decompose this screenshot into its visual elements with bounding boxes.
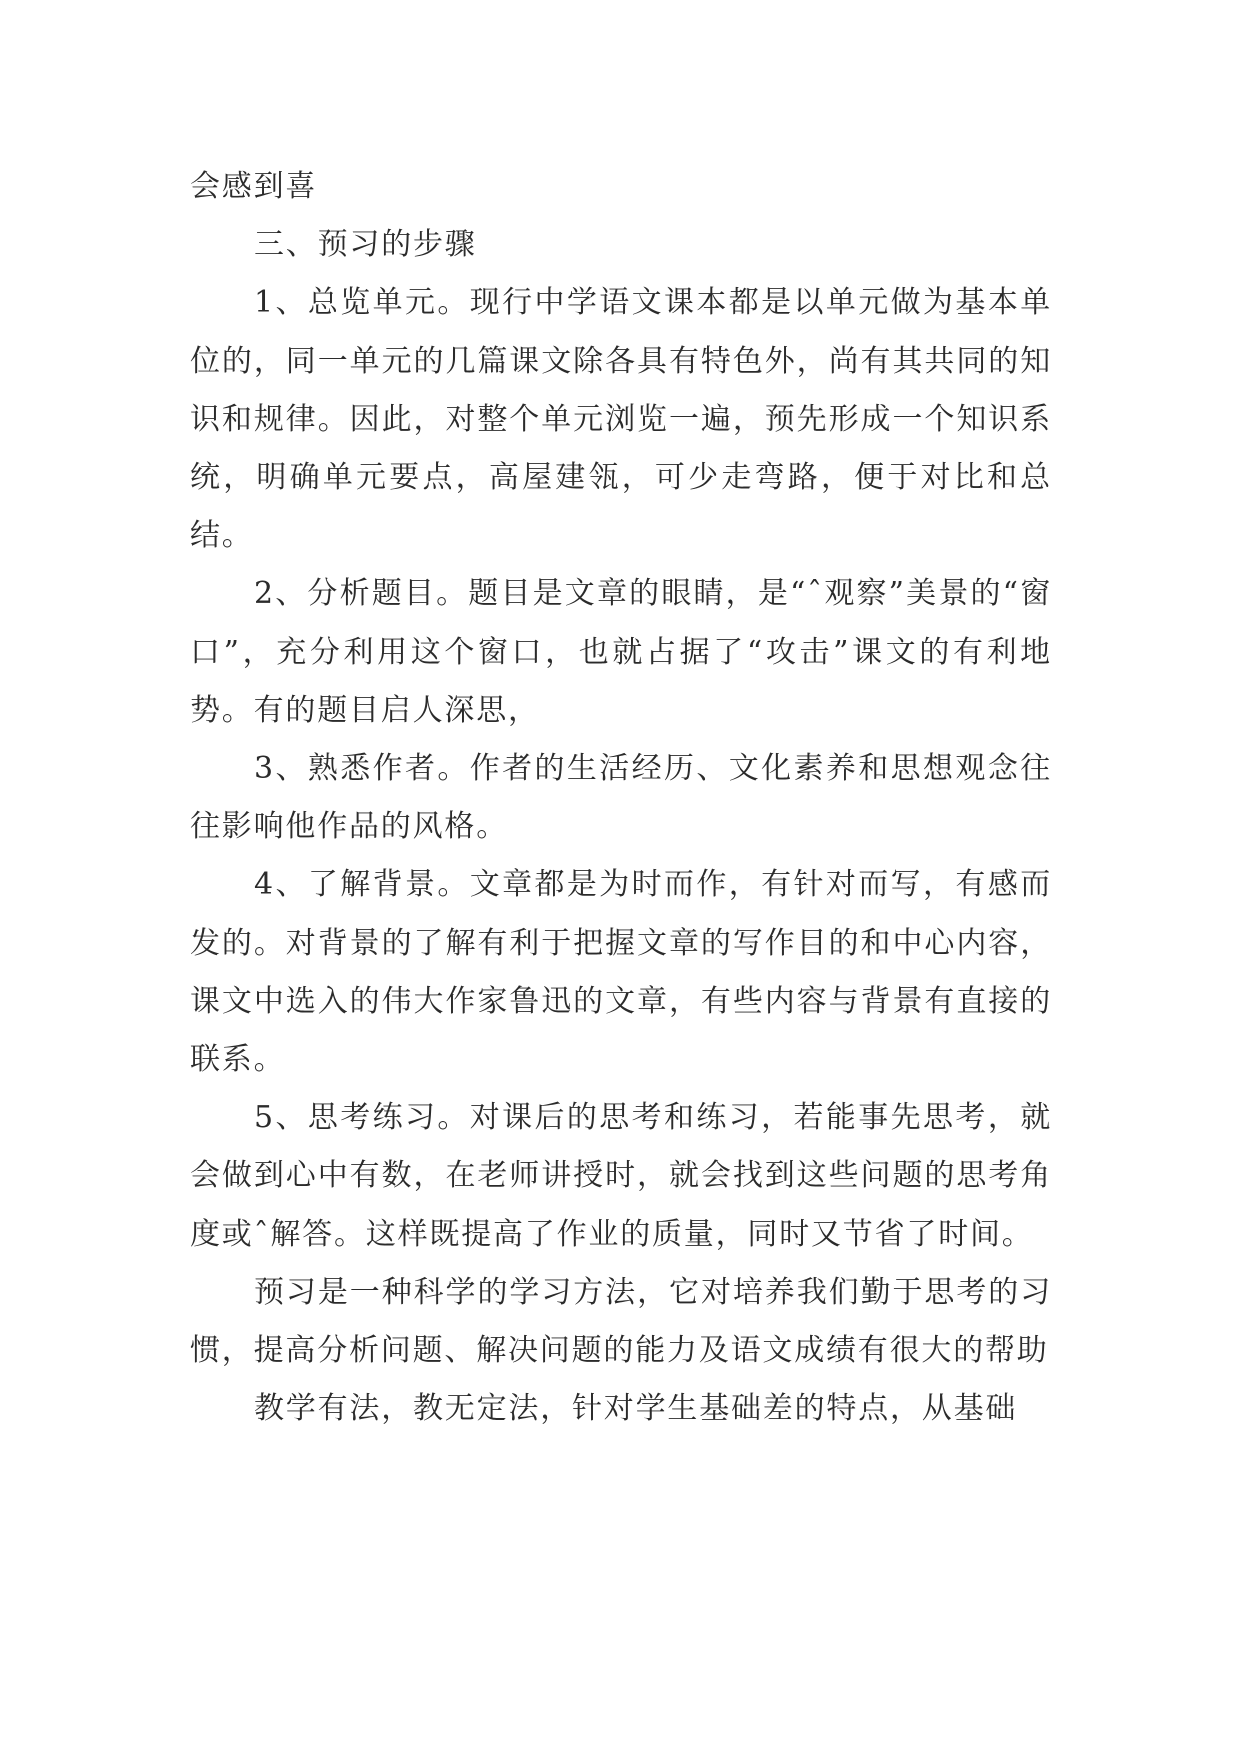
paragraph-step-2: 2、分析题目。题目是文章的眼睛，是“ˆ观察”美景的“窗口”，充分利用这个窗口，也就占据了“攻击”课文的有利地势。有的题目启人深思， (190, 576, 1052, 728)
paragraph-step-4: 4、了解背景。文章都是为时而作，有针对而写，有感而发的。对背景的了解有利于把握文章的写作目的和中心内容，课文中选入的伟大作家鲁迅的文章，有些内容与背景有直接的联系。 (190, 867, 1052, 1078)
paragraph-step-5: 5、思考练习。对课后的思考和练习，若能事先思考，就会做到心中有数，在老师讲授时，就会找到这些问题的思考角度或ˆ解答。这样既提高了作业的质量，同时又节省了时间。 (190, 1100, 1052, 1252)
paragraph-continuation: 会感到喜 (190, 169, 318, 204)
section-heading: 三、预习的步骤 (254, 227, 477, 263)
paragraph-summary: 预习是一种科学的学习方法，它对培养我们勤于思考的习惯，提高分析问题、解决问题的能力及语文成绩有很大的帮助 (190, 1274, 1052, 1369)
paragraph-step-1: 1、总览单元。现行中学语文课本都是以单元做为基本单位的，同一单元的几篇课文除各具有特色外，尚有其共同的知识和规律。因此，对整个单元浏览一遍，预先形成一个知识系统，明确单元要点，高屋建瓴，可少走弯路，便于对比和总结。 (190, 285, 1052, 554)
paragraph-step-3: 3、熟悉作者。作者的生活经历、文化素养和思想观念往往影响他作品的风格。 (190, 751, 1052, 845)
document-body (190, 158, 1052, 1438)
paragraph-teaching: 教学有法，教无定法，针对学生基础差的特点，从基础 (254, 1391, 1018, 1427)
